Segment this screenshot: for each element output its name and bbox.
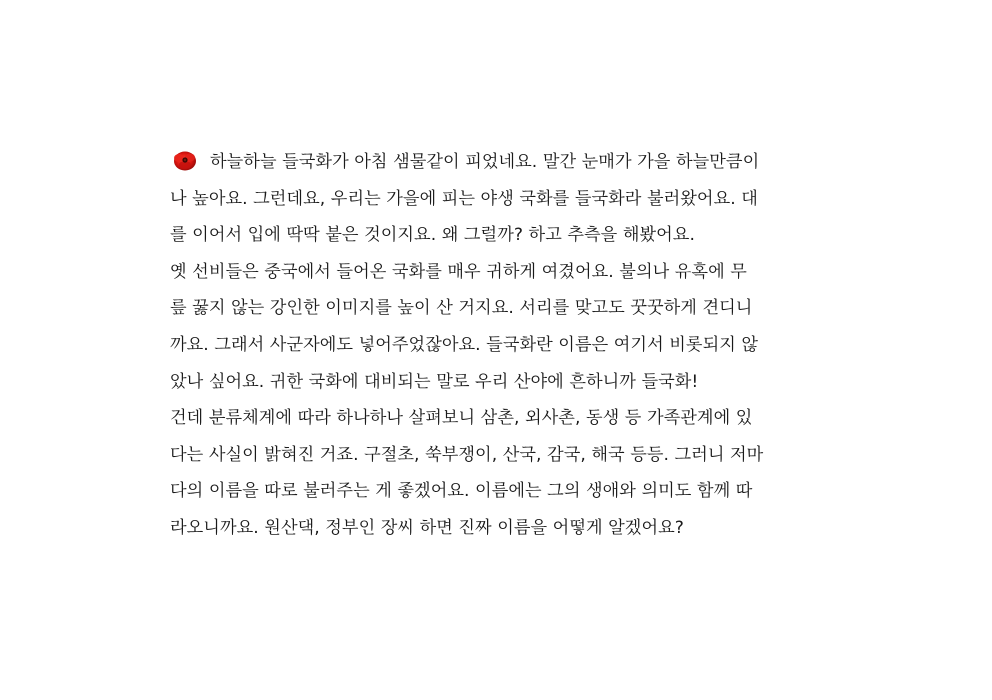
text-line-7: 았나 싶어요. 귀한 국화에 대비되는 말로 우리 산야에 흔하니까 들국화!: [170, 371, 699, 392]
red-flower-icon: [170, 149, 200, 171]
text-line-10: 다의 이름을 따로 불러주는 게 좋겠어요. 이름에는 그의 생애와 의미도 함께 따: [170, 481, 753, 502]
body-text: [170, 144, 830, 547]
text-line-3: 를 이어서 입에 딱딱 붙은 것이지요. 왜 그럴까? 하고 추측을 해봤어요.: [170, 225, 695, 246]
text-line-2: 나 높아요. 그런데요, 우리는 가을에 피는 야생 국화를 들국화라 불러왔어요. 대: [170, 188, 758, 209]
text-line-11: 라오니까요. 원산댁, 정부인 장씨 하면 진짜 이름을 어떻게 알겠어요?: [170, 517, 684, 538]
text-line-8: 건데 분류체계에 따라 하나하나 살펴보니 삼촌, 외사촌, 동생 등 가족관계에 있: [170, 408, 753, 429]
text-line-1-content: 하늘하늘 들국화가 아침 샘물같이 피었네요. 말간 눈매가 가을 하늘만큼이: [210, 152, 760, 172]
text-line-5: 릎 꿇지 않는 강인한 이미지를 높이 산 거지요. 서리를 맞고도 꿋꿋하게 견디니: [170, 298, 753, 319]
text-line-6: 까요. 그래서 사군자에도 넣어주었잖아요. 들국화란 이름은 여기서 비롯되지 않: [170, 334, 759, 355]
text-line-4: 옛 선비들은 중국에서 들어온 국화를 매우 귀하게 여겼어요. 불의나 유혹에 무: [170, 261, 747, 282]
text-line-1: [170, 144, 830, 181]
text-line-9: 다는 사실이 밝혀진 거죠. 구절초, 쑥부쟁이, 산국, 감국, 해국 등등. 그러니 저마: [170, 444, 764, 465]
